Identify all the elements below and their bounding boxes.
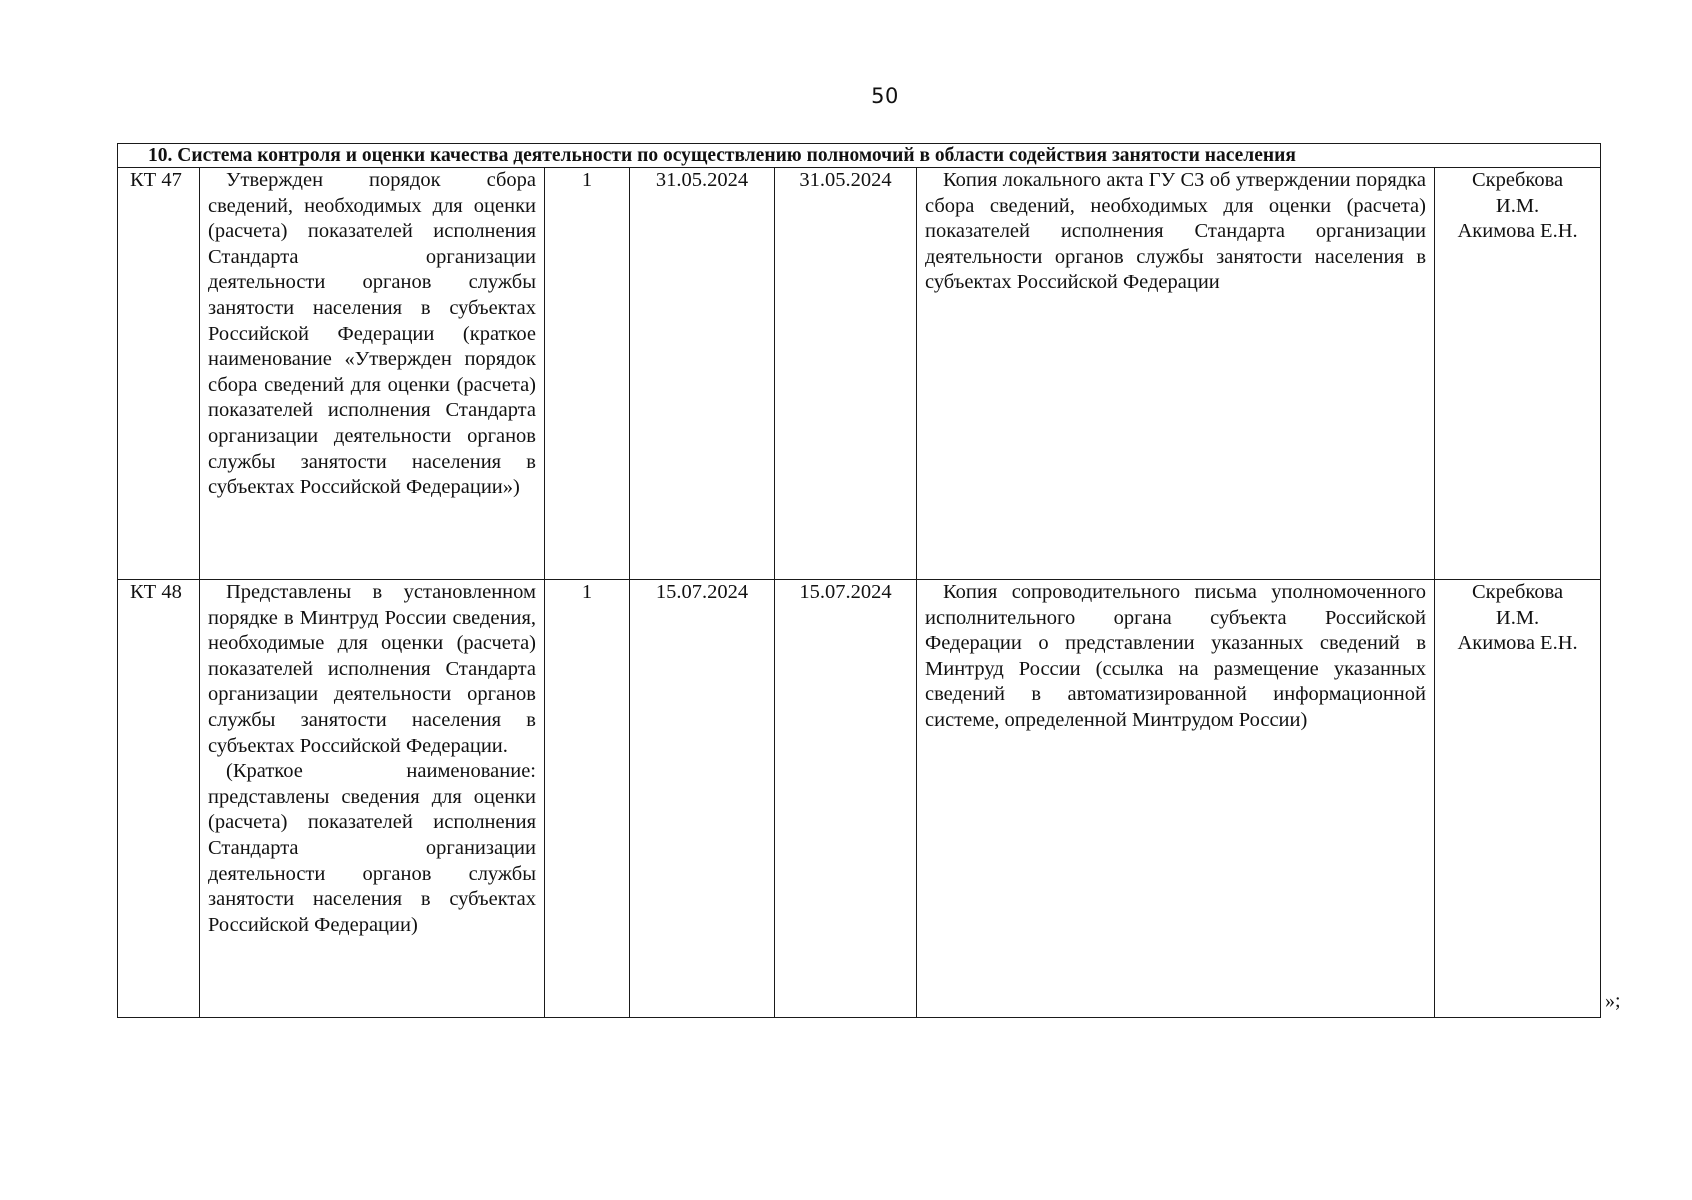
start-date-cell: 31.05.2024 (630, 168, 775, 580)
page-number: 50 (871, 84, 899, 108)
responsible-cell (1435, 580, 1601, 1018)
responsible-line: Скребкова (1471, 169, 1564, 191)
section-header-row (118, 144, 1601, 168)
responsible-line: Скребкова (1471, 581, 1564, 603)
description-paragraph: Представлены в установленном порядке в Минтруд России сведения, необходимые для оценки (расчета) показателей исполнения Стандарта организации деятельности органов службы занятости населения в субъектах Российской Федерации. (208, 581, 536, 757)
table-row (118, 580, 1601, 1018)
quantity-cell: 1 (545, 580, 630, 1018)
control-point-description (200, 168, 545, 580)
end-date-cell: 31.05.2024 (775, 168, 917, 580)
closing-quote-mark: »; (1605, 990, 1621, 1012)
control-point-code: КТ 47 (118, 168, 200, 580)
document-cell (917, 580, 1435, 1018)
document-cell (917, 168, 1435, 580)
document-text: Копия локального акта ГУ СЗ об утверждении порядка сбора сведений, необходимых для оценки (расчета) показателей исполнения Стандарта организации деятельности органов службы занятости населения в субъектах Российской Федерации (925, 169, 1426, 294)
description-paragraph: Утвержден порядок сбора сведений, необходимых для оценки (расчета) показателей исполнения Стандарта организации деятельности органов службы занятости населения в субъектах Российской Федерации (краткое наименование «Утвержден порядок сбора сведений для оценки (расчета) показателей исполнения Стандарта организации деятельности органов службы занятости населения в субъектах Российской Федерации») (208, 169, 536, 499)
responsible-line: И.М. (1495, 606, 1540, 629)
responsible-cell (1435, 168, 1601, 580)
document-text: Копия сопроводительного письма уполномоченного исполнительного органа субъекта Российской Федерации о представлении указанных сведений в Минтруд России (ссылка на размещение указанных сведений в автоматизированной информационной системе, определенной Минтрудом России) (925, 581, 1426, 731)
start-date-cell: 15.07.2024 (630, 580, 775, 1018)
end-date-cell: 15.07.2024 (775, 580, 917, 1018)
control-point-description (200, 580, 545, 1018)
responsible-line: Акимова Е.Н. (1457, 632, 1578, 655)
responsible-line: Акимова Е.Н. (1457, 220, 1578, 243)
quantity-cell: 1 (545, 168, 630, 580)
section-title: 10. Система контроля и оценки качества деятельности по осуществлению полномочий в области содействия занятости населения (118, 144, 1601, 168)
responsible-line: И.М. (1495, 194, 1540, 217)
table-row (118, 168, 1601, 580)
control-point-code: КТ 48 (118, 580, 200, 1018)
description-paragraph: (Краткое наименование: представлены сведения для оценки (расчета) показателей исполнения Стандарта организации деятельности органов службы занятости населения в субъектах Российской Федерации) (208, 760, 536, 936)
control-points-table (117, 143, 1601, 1018)
